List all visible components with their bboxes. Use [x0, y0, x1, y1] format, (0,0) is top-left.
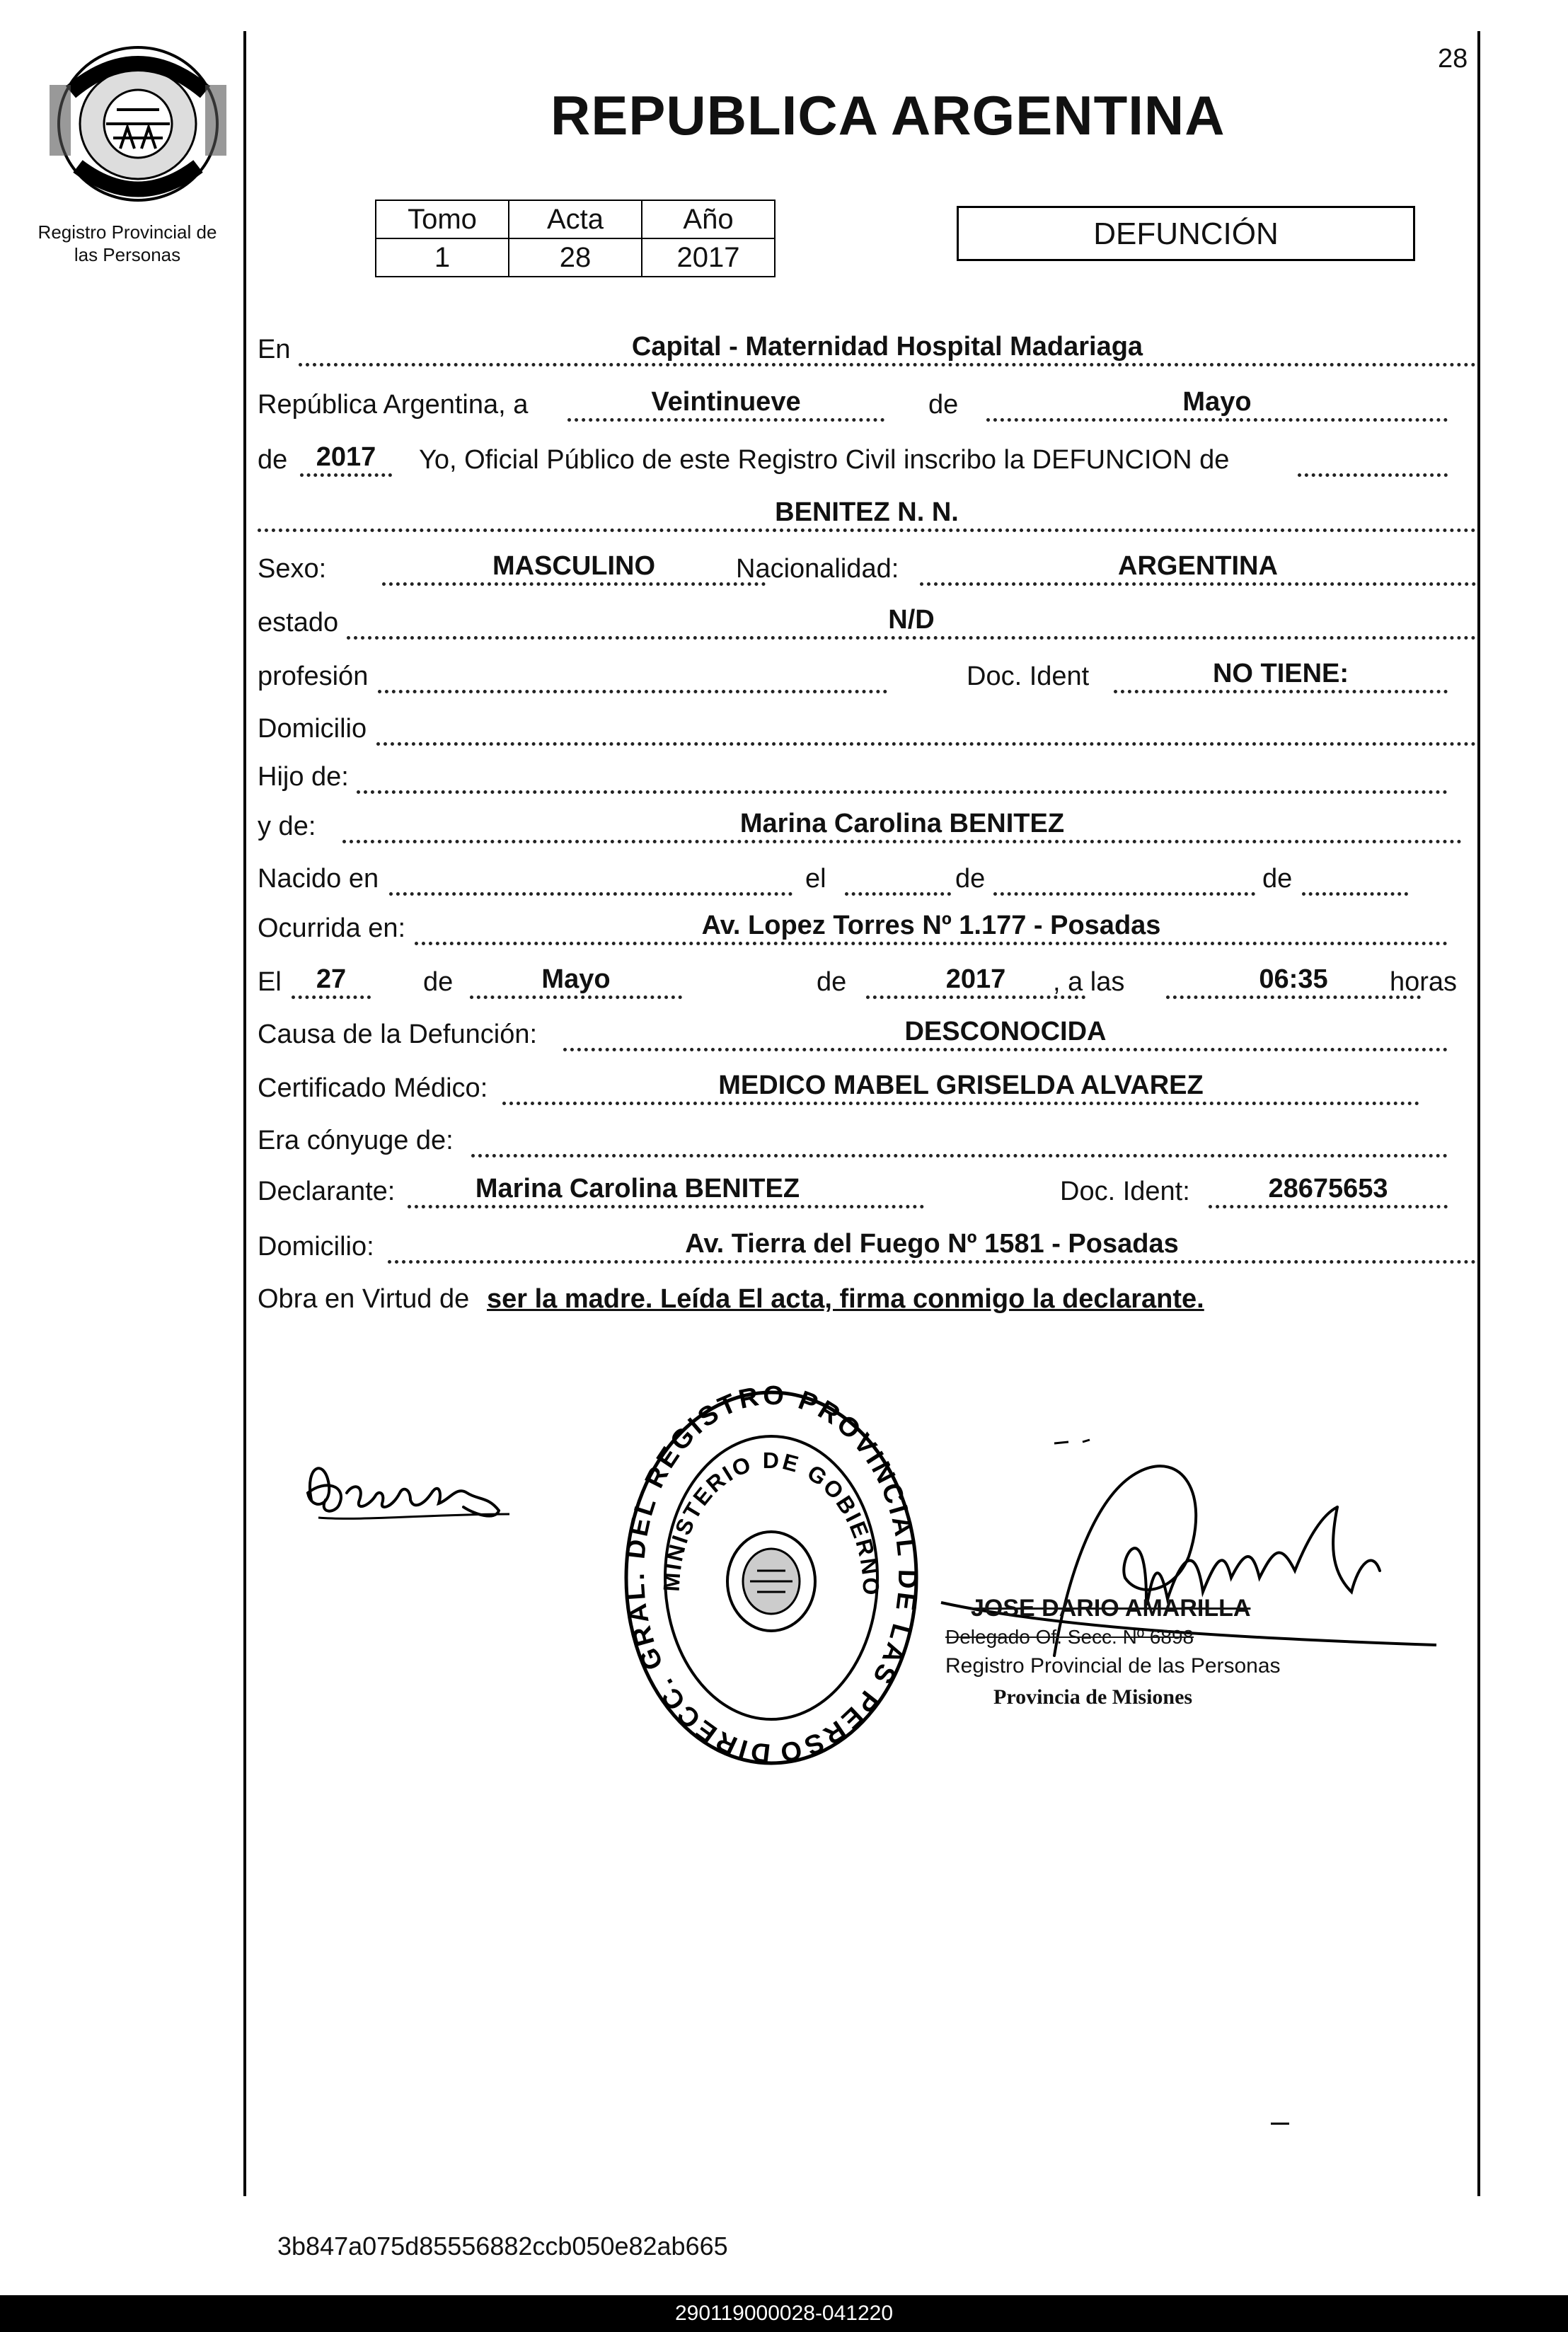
dotted-line	[1209, 1205, 1448, 1208]
dotted-line	[376, 742, 1476, 746]
dotted-line	[300, 473, 392, 477]
horas-label: horas	[1390, 967, 1458, 997]
row-estado	[258, 603, 1476, 645]
causa-value: DESCONOCIDA	[904, 1017, 1107, 1046]
sexo-value: MASCULINO	[492, 551, 656, 581]
province-seal-logo	[50, 42, 226, 205]
page-title: REPUBLICA ARGENTINA	[550, 84, 1226, 146]
row-nacido	[258, 859, 1476, 901]
anio-value: 2017	[642, 238, 775, 277]
certificado-label: Certificado Médico:	[258, 1073, 488, 1103]
obra-label: Obra en Virtud de	[258, 1284, 470, 1314]
tomo-value: 1	[376, 238, 509, 277]
en-label: En	[258, 335, 291, 364]
row-obra	[258, 1279, 1476, 1322]
domicilio2-value: Av. Tierra del Fuego Nº 1581 - Posadas	[685, 1229, 1179, 1259]
tomo-header: Tomo	[376, 200, 509, 238]
dotted-line	[357, 790, 1448, 794]
y-de-value: Marina Carolina BENITEZ	[739, 809, 1065, 838]
official-name: JOSE DARIO AMARILLA	[971, 1595, 1251, 1622]
row-fecha-hora	[258, 962, 1476, 1005]
profesion-label: profesión	[258, 662, 369, 691]
row-domicilio	[258, 709, 1476, 751]
registry-caption	[21, 221, 234, 266]
dotted-line	[415, 942, 1448, 945]
month-value: Mayo	[1182, 387, 1252, 417]
dotted-line	[1298, 473, 1448, 477]
dotted-line	[292, 995, 371, 999]
dotted-line	[378, 690, 887, 693]
dotted-line	[986, 418, 1448, 422]
dotted-line	[1302, 892, 1408, 896]
official-province: Provincia de Misiones	[993, 1685, 1193, 1709]
row-ocurrida	[258, 908, 1476, 951]
row-certificado	[258, 1068, 1476, 1111]
dotted-line	[347, 636, 1476, 640]
scan-mark	[1271, 2123, 1289, 2125]
nacionalidad-value: ARGENTINA	[1118, 551, 1278, 581]
nacionalidad-label: Nacionalidad:	[736, 554, 899, 584]
dotted-line	[845, 892, 951, 896]
de-label: de	[928, 390, 959, 420]
dotted-line	[1166, 995, 1421, 999]
place-value: Capital - Maternidad Hospital Madariaga	[631, 332, 1143, 362]
sexo-label: Sexo:	[258, 554, 327, 584]
official-title: Delegado Of. Secc. Nº 6898	[945, 1626, 1194, 1648]
y-de-label: y de:	[258, 812, 316, 841]
doc-ident-value: NO TIENE:	[1212, 659, 1349, 688]
acta-header: Acta	[509, 200, 642, 238]
row-profesion	[258, 657, 1476, 699]
death-time: 06:35	[1259, 964, 1328, 994]
dotted-line	[470, 995, 682, 999]
registry-caption-line2: las Personas	[74, 244, 181, 265]
barcode-bar	[0, 2295, 1568, 2332]
stamp-inner-text: MINISTERIO DE GOBIERNO	[658, 1447, 884, 1598]
el-cap-label: El	[258, 967, 282, 997]
dotted-line	[342, 840, 1462, 843]
record-type-box: DEFUNCIÓN	[957, 206, 1415, 261]
row-conyuge	[258, 1121, 1476, 1163]
declarante-label: Declarante:	[258, 1177, 396, 1206]
dotted-line	[382, 582, 766, 586]
ocurrida-label: Ocurrida en:	[258, 913, 406, 943]
dotted-line	[1114, 690, 1448, 693]
anio-header: Año	[642, 200, 775, 238]
domicilio2-label: Domicilio:	[258, 1232, 374, 1262]
de-label: de	[955, 864, 986, 894]
declarant-signature	[297, 1443, 524, 1535]
registry-caption-line1: Registro Provincial de	[38, 221, 217, 243]
dotted-line	[258, 529, 1476, 532]
death-day: 27	[316, 964, 347, 994]
dotted-line	[389, 892, 792, 896]
nacido-label: Nacido en	[258, 864, 379, 894]
certificado-value: MEDICO MABEL GRISELDA ALVAREZ	[718, 1070, 1204, 1100]
page-number: 28	[1438, 44, 1468, 74]
right-margin-line	[1477, 31, 1480, 2196]
dotted-line	[563, 1048, 1448, 1051]
dotted-line	[920, 582, 1476, 586]
doc-ident2-label: Doc. Ident:	[1060, 1177, 1190, 1206]
dotted-line	[993, 892, 1255, 896]
dotted-line	[502, 1102, 1419, 1105]
el-label: el	[805, 864, 826, 894]
row-declarante	[258, 1172, 1476, 1214]
de-label: de	[817, 967, 847, 997]
causa-label: Causa de la Defunción:	[258, 1020, 538, 1049]
document-hash: 3b847a075d85556882ccb050e82ab665	[277, 2232, 728, 2261]
estado-label: estado	[258, 608, 339, 637]
record-table	[375, 200, 776, 277]
de-label: de	[1262, 864, 1293, 894]
row-year	[258, 440, 1476, 483]
row-sexo	[258, 549, 1476, 591]
declarante-value: Marina Carolina BENITEZ	[475, 1174, 800, 1203]
dotted-line	[567, 418, 884, 422]
row-republica	[258, 385, 1476, 427]
row-deceased-name	[258, 495, 1476, 538]
dotted-line	[408, 1205, 924, 1208]
inscribo-text: Yo, Oficial Público de este Registro Civil inscribo la DEFUNCION de	[419, 445, 1230, 475]
row-causa	[258, 1015, 1476, 1057]
death-month: Mayo	[541, 964, 611, 994]
year-value: 2017	[316, 442, 376, 472]
ocurrida-value: Av. Lopez Torres Nº 1.177 - Posadas	[701, 911, 1161, 940]
row-y-de	[258, 807, 1476, 849]
a-las-label: , a las	[1053, 967, 1125, 997]
doc-ident-label: Doc. Ident	[967, 662, 1090, 691]
de-label: de	[423, 967, 454, 997]
registry-stamp	[611, 1363, 923, 1769]
deceased-name: BENITEZ N. N.	[775, 497, 959, 527]
acta-value: 28	[509, 238, 642, 277]
row-en	[258, 330, 1476, 372]
dotted-line	[299, 363, 1476, 366]
estado-value: N/D	[888, 605, 935, 635]
de-label: de	[258, 445, 288, 475]
conyuge-label: Era cónyuge de:	[258, 1126, 454, 1155]
doc-ident2-value: 28675653	[1268, 1174, 1388, 1203]
official-office: Registro Provincial de las Personas	[945, 1654, 1281, 1678]
left-margin-line	[243, 31, 246, 2196]
republica-label: República Argentina, a	[258, 390, 529, 420]
death-year: 2017	[945, 964, 1006, 994]
stamp-outer-text: DIRECC. GRAL. DEL REGISTRO PROVINCIAL DE LAS PERSONAS	[611, 1363, 923, 1768]
barcode-text: 290119000028-041220	[674, 2302, 894, 2325]
day-value: Veintinueve	[651, 387, 801, 417]
hijo-label: Hijo de:	[258, 762, 349, 792]
obra-value: ser la madre. Leída El acta, firma conmigo la declarante.	[487, 1284, 1204, 1314]
dotted-line	[388, 1260, 1476, 1264]
dotted-line	[471, 1154, 1448, 1158]
row-domicilio2	[258, 1227, 1476, 1269]
row-hijo	[258, 757, 1476, 800]
domicilio-label: Domicilio	[258, 714, 367, 744]
